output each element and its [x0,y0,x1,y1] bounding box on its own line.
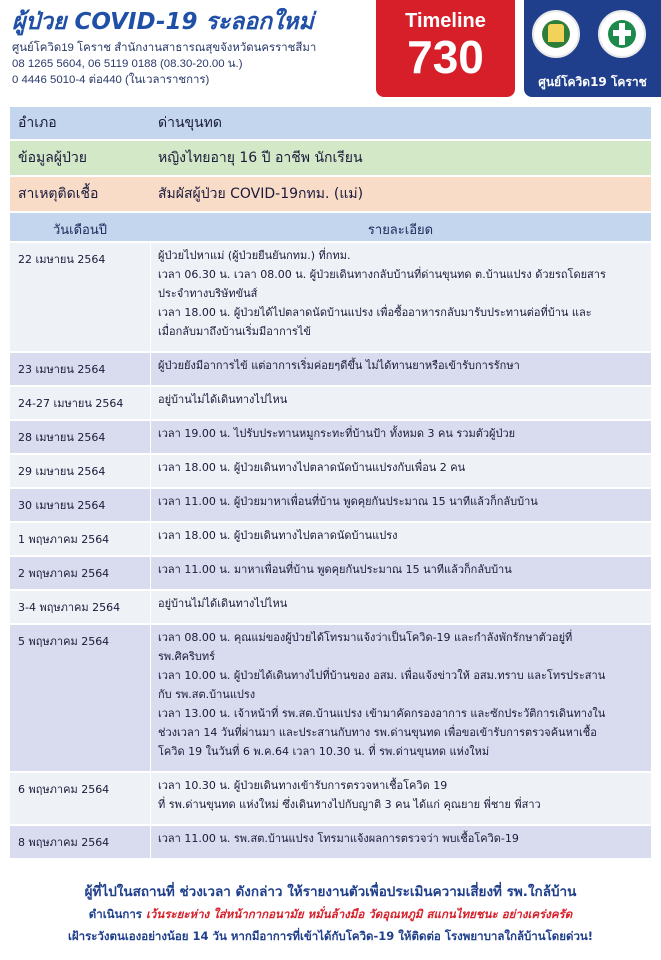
detail-line: เวลา 11.00 น. มาหาเพื่อนที่บ้าน พูดคุยกันประมาณ 15 นาทีแล้วก็กลับบ้าน [158,563,512,576]
timeline-number: 730 [407,31,484,83]
district-value: ด่านขุนทด [158,115,222,131]
row-detail [158,458,644,477]
column-divider [150,826,151,858]
table-row [10,353,651,385]
header [0,0,661,100]
column-divider [150,523,151,555]
detail-line: กับ รพ.สต.บ้านแปรง [158,688,256,701]
row-detail [158,526,644,545]
detail-line: รพ.ศิคริบทร์ [158,650,216,663]
table-row [10,773,651,824]
row-date: 3-4 พฤษภาคม 2564 [18,601,121,614]
table-row [10,625,651,771]
column-divider [150,773,151,824]
page-title: ผู้ป่วย COVID-19 ระลอกใหม่ [12,9,314,35]
detail-line: เวลา 11.00 น. ผู้ป่วยมาหาเพื่อนที่บ้าน พูดคุยกันประมาณ 15 นาทีแล้วก็กลับบ้าน [158,495,538,508]
footer-line-3: เฝ้าระวังตนเองอย่างน้อย 14 วัน หากมีอาการที่เข้าได้กับโควิด-19 ให้ติดต่อ โรงพยาบาลใกล้บ้านโดยด่วน! [67,929,594,943]
row-date: 8 พฤษภาคม 2564 [18,836,110,849]
column-divider [150,625,151,771]
row-date: 2 พฤษภาคม 2564 [18,567,110,580]
row-detail [158,776,644,814]
provincial-seal-icon [532,10,580,58]
row-detail [158,594,644,613]
detail-line: เวลา 19.00 น. ไปรับประทานหมูกระทะที่บ้านป้า ทั้งหมด 3 คน รวมตัวผู้ป่วย [158,427,516,440]
row-date: 22 เมษายน 2564 [18,253,106,266]
table-row [10,489,651,521]
row-detail [158,246,644,341]
center-label: ศูนย์โควิด19 โคราช [538,75,647,89]
table-row [10,243,651,351]
patient-value: หญิงไทยอายุ 16 ปี อาชีพ นักเรียน [158,150,363,166]
table-row [10,523,651,555]
row-date: 30 เมษายน 2564 [18,499,106,512]
cause-label: สาเหตุติดเชื้อ [18,186,99,202]
row-detail [158,424,644,443]
detail-line: โควิด 19 ในวันที่ 6 พ.ค.64 เวลา 10.30 น. ที่ รพ.ด่านขุนทด แห่งใหม่ [158,745,490,758]
column-divider [150,387,151,419]
row-date: 1 พฤษภาคม 2564 [18,533,110,546]
row-date: 28 เมษายน 2564 [18,431,106,444]
row-detail [158,390,644,409]
detail-line: ช่วงเวลา 14 วันที่ผ่านมา และประสานกับทาง รพ.ด่านขุนทด เพื่อขอเข้ารับการตรวจค้นหาเชื้อ [158,726,597,739]
covid-center-badge [524,0,661,97]
patient-label: ข้อมูลผู้ป่วย [18,150,87,166]
detail-line: เวลา 13.00 น. เจ้าหน้าที่ รพ.สต.บ้านแปรง เข้ามาคัดกรองอาการ และซักประวัติการเดินทางใน [158,707,606,720]
contact-line: 08 1265 5604, 06 5119 0188 (08.30-20.00 น.) [12,58,243,70]
row-date: 23 เมษายน 2564 [18,363,106,376]
column-divider [150,591,151,623]
detail-line: เวลา 11.00 น. รพ.สต.บ้านแปรง โทรมาแจ้งผลการตรวจว่า พบเชื้อโควิด-19 [158,832,519,845]
row-date: 5 พฤษภาคม 2564 [18,635,110,648]
column-header-detail: รายละเอียด [367,223,434,238]
district-row [10,107,651,139]
detail-line: เวลา 10.00 น. ผู้ป่วยได้เดินทางไปที่บ้านของ อสม. เพื่อแจ้งข่าวให้ อสม.ทราบ และโทรประสาน [158,669,606,682]
district-label: อำเภอ [18,115,57,131]
row-detail [158,492,644,511]
cause-value: สัมผัสผู้ป่วย COVID-19กทม. (แม่) [158,186,364,202]
ministry-of-public-health-icon [598,10,646,58]
contact-line: ศูนย์โควิด19 โคราช สำนักงานสาธารณสุขจังหวัดนครราชสีมา [12,42,317,54]
table-row [10,826,651,858]
detail-line: เวลา 06.30 น. เวลา 08.00 น. ผู้ป่วยเดินทางกลับบ้านที่ด่านขุนทด ต.บ้านแปรง ด้วยรถโดยสาร [158,268,606,281]
row-date: 24-27 เมษายน 2564 [18,397,124,410]
detail-line: เวลา 10.30 น. ผู้ป่วยเดินทางเข้ารับการตรวจหาเชื้อโควิด 19 [158,779,448,792]
detail-line: ประจำทางบริษัทขันส์ [158,287,258,300]
footer-line-1: ผู้ที่ไปในสถานที่ ช่วงเวลา ดังกล่าว ให้รายงานตัวเพื่อประเมินความเสี่ยงที่ รพ.ใกล้บ้าน [84,884,577,900]
column-divider [150,557,151,589]
table-row [10,387,651,419]
row-detail [158,628,644,761]
detail-line: เวลา 18.00 น. ผู้ป่วยเดินทางไปตลาดนัดบ้านแปรงกับเพื่อน 2 คน [158,461,466,474]
detail-line: อยู่บ้านไม่ได้เดินทางไปไหน [158,393,288,406]
row-date: 29 เมษายน 2564 [18,465,106,478]
detail-line: ผู้ป่วยยังมีอาการไข้ แต่อาการเริ่มค่อยๆดีขึ้น ไม่ได้ทานยาหรือเข้ารับการรักษา [158,359,520,372]
column-divider [150,243,151,351]
timeline-label: Timeline [405,10,486,32]
table-row [10,421,651,453]
column-divider [150,455,151,487]
detail-line: ผู้ป่วยไปหาแม่ (ผู้ป่วยยืนยันกทม.) ที่กทม. [158,249,351,262]
footer-line-2 [0,906,661,924]
contact-info [12,40,316,88]
footer-prefix: ดำเนินการ [88,907,142,921]
row-detail [158,356,644,375]
contact-line: 0 4446 5010-4 ต่อ440 (ในเวลาราชการ) [12,74,210,86]
footer-notice [0,880,661,946]
column-header-date: วันเดือนปี [52,223,108,238]
detail-line: อยู่บ้านไม่ได้เดินทางไปไหน [158,597,288,610]
table-row [10,455,651,487]
detail-line: เวลา 08.00 น. คุณแม่ของผู้ป่วยได้โทรมาแจ้งว่าเป็นโควิด-19 และกำลังพักรักษาตัวอยู่ที่ [158,631,573,644]
column-divider [150,353,151,385]
detail-line: เวลา 18.00 น. ผู้ป่วยเดินทางไปตลาดนัดบ้านแปรง [158,529,398,542]
timeline-badge [376,0,515,97]
detail-line: เวลา 18.00 น. ผู้ป่วยได้ไปตลาดนัดบ้านแปรง เพื่อซื้ออาหารกลับมารับประทานต่อที่บ้าน และ [158,306,592,319]
patient-row [10,141,651,175]
row-detail [158,560,644,579]
table-row [10,591,651,623]
row-detail [158,829,644,848]
cause-row [10,177,651,211]
timeline-header-row [10,213,651,241]
row-date: 6 พฤษภาคม 2564 [18,783,110,796]
column-divider [150,421,151,453]
footer-measures: เว้นระยะห่าง ใส่หน้ากากอนามัย หมั่นล้างมือ วัดอุณหภูมิ สแกนไทยชนะ อย่างเคร่งครัด [146,907,573,921]
table-row [10,557,651,589]
column-divider [150,489,151,521]
detail-line: เมื่อกลับมาถึงบ้านเริ่มมีอาการไข้ [158,325,311,338]
detail-line: ที่ รพ.ด่านขุนทด แห่งใหม่ ซึ่งเดินทางไปกับญาติ 3 คน ได้แก่ คุณยาย พี่ชาย พี่สาว [158,798,541,811]
